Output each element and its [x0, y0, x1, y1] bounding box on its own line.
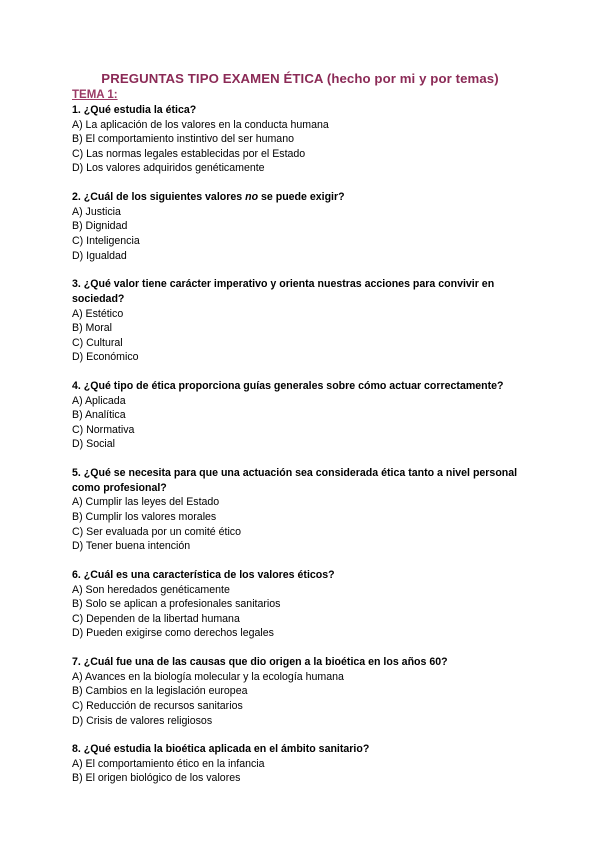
answer-option: B) El comportamiento instintivo del ser humano [72, 133, 294, 146]
answer-option: C) Normativa [72, 423, 135, 436]
question-text: 5. ¿Qué se necesita para que una actuación sea considerada ética tanto a nivel personal como profesional? [72, 467, 518, 494]
question-block [72, 742, 532, 786]
answer-option: C) Las normas legales establecidas por el Estado [72, 147, 306, 160]
answer-option: D) Igualdad [72, 249, 127, 262]
answer-option: A) El comportamiento ético en la infancia [72, 757, 265, 770]
question-block [72, 379, 532, 452]
question-text: 7. ¿Cuál fue una de las causas que dio origen a la bioética en los años 60? [72, 656, 448, 669]
question-block [72, 190, 532, 263]
answer-option: A) Avances en la biología molecular y la ecología humana [72, 670, 344, 683]
question-text-end: se puede exigir? [258, 191, 345, 204]
question-list [72, 103, 532, 786]
answer-option: B) El origen biológico de los valores [72, 772, 241, 785]
answer-option: D) Social [72, 438, 115, 451]
answer-option: D) Pueden exigirse como derechos legales [72, 627, 274, 640]
answer-option: A) Cumplir las leyes del Estado [72, 496, 220, 509]
document-title: PREGUNTAS TIPO EXAMEN ÉTICA (hecho por mi y por temas) [101, 71, 499, 86]
answer-option: B) Cambios en la legislación europea [72, 685, 248, 698]
answer-option: B) Analítica [72, 409, 126, 422]
answer-option: D) Tener buena intención [72, 540, 191, 553]
answer-option: C) Inteligencia [72, 234, 140, 247]
question-text: 1. ¿Qué estudia la ética? [72, 104, 197, 116]
answer-option: C) Reducción de recursos sanitarios [72, 699, 243, 712]
topic-heading: TEMA 1: [72, 89, 118, 101]
answer-option: D) Crisis de valores religiosos [72, 714, 213, 727]
answer-option: C) Ser evaluada por un comité ético [72, 525, 241, 538]
question-text-emphasis: no [245, 191, 259, 204]
question-text: 8. ¿Qué estudia la bioética aplicada en el ámbito sanitario? [72, 743, 370, 756]
question-text: 6. ¿Cuál es una característica de los valores éticos? [72, 568, 335, 581]
question-block [72, 466, 532, 554]
answer-option: B) Dignidad [72, 220, 128, 233]
question-block [72, 568, 532, 641]
answer-option: C) Cultural [72, 336, 123, 349]
answer-option: C) Dependen de la libertad humana [72, 612, 240, 625]
answer-option: B) Solo se aplican a profesionales sanitarios [72, 598, 281, 611]
question-text [72, 190, 532, 205]
answer-option: A) Estético [72, 307, 124, 320]
question-text: 3. ¿Qué valor tiene carácter imperativo y orienta nuestras acciones para convivir en sociedad? [72, 278, 495, 305]
answer-option: A) Justicia [72, 205, 121, 218]
answer-option: A) Son heredados genéticamente [72, 583, 230, 596]
answer-option: A) Aplicada [72, 394, 126, 407]
answer-option: B) Moral [72, 322, 113, 335]
answer-option: D) Económico [72, 351, 139, 364]
answer-option: D) Los valores adquiridos genéticamente [72, 162, 265, 175]
question-text: 4. ¿Qué tipo de ética proporciona guías generales sobre cómo actuar correctamente? [72, 380, 504, 393]
answer-option: A) La aplicación de los valores en la conducta humana [72, 118, 329, 131]
answer-option: B) Cumplir los valores morales [72, 511, 217, 523]
question-text-start: 2. ¿Cuál de los siguientes valores [72, 191, 246, 204]
question-block [72, 655, 532, 728]
question-block [72, 103, 532, 176]
question-block [72, 277, 532, 365]
